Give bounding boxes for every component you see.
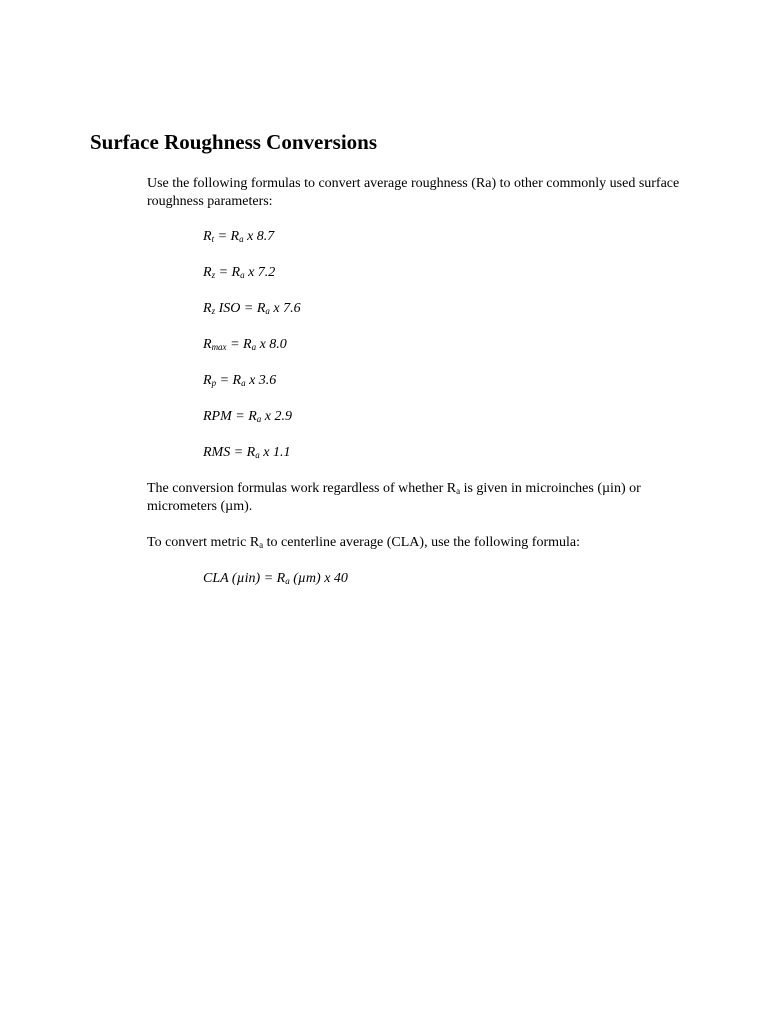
formula-rz: $R_z = R_a$ x 7.2 [203,265,276,280]
formula-rt: $R_t = R_a$ x 8.7 [203,229,275,244]
formula-rpm: RPM = $R_a$ x 2.9 [203,409,292,424]
formula-rms: RMS = $R_a$ x 1.1 [203,445,291,460]
intro-paragraph: Use the following formulas to convert average roughness (Ra) to other commonly used surface roughness parameters: [147,176,680,209]
page-title: Surface Roughness Conversions [90,130,378,154]
formula-rp: $R_p = R_a$ x 3.6 [203,373,277,388]
formula-rz-iso: $R_z$ ISO = $R_a$ x 7.6 [203,301,301,316]
formula-cla: CLA $(\mu in) = R_a$ (µm) x 40 [203,571,348,586]
metric-conversion-paragraph: To convert metric $R_a$ to centerline average (CLA), use the following formula: [147,535,580,550]
formula-rmax: $R_{max} = R_a$ x 8.0 [203,337,287,352]
units-note-paragraph: The conversion formulas work regardless of whether $R_a$ is given in microinches (µin) or micrometers (µm). [147,481,641,514]
